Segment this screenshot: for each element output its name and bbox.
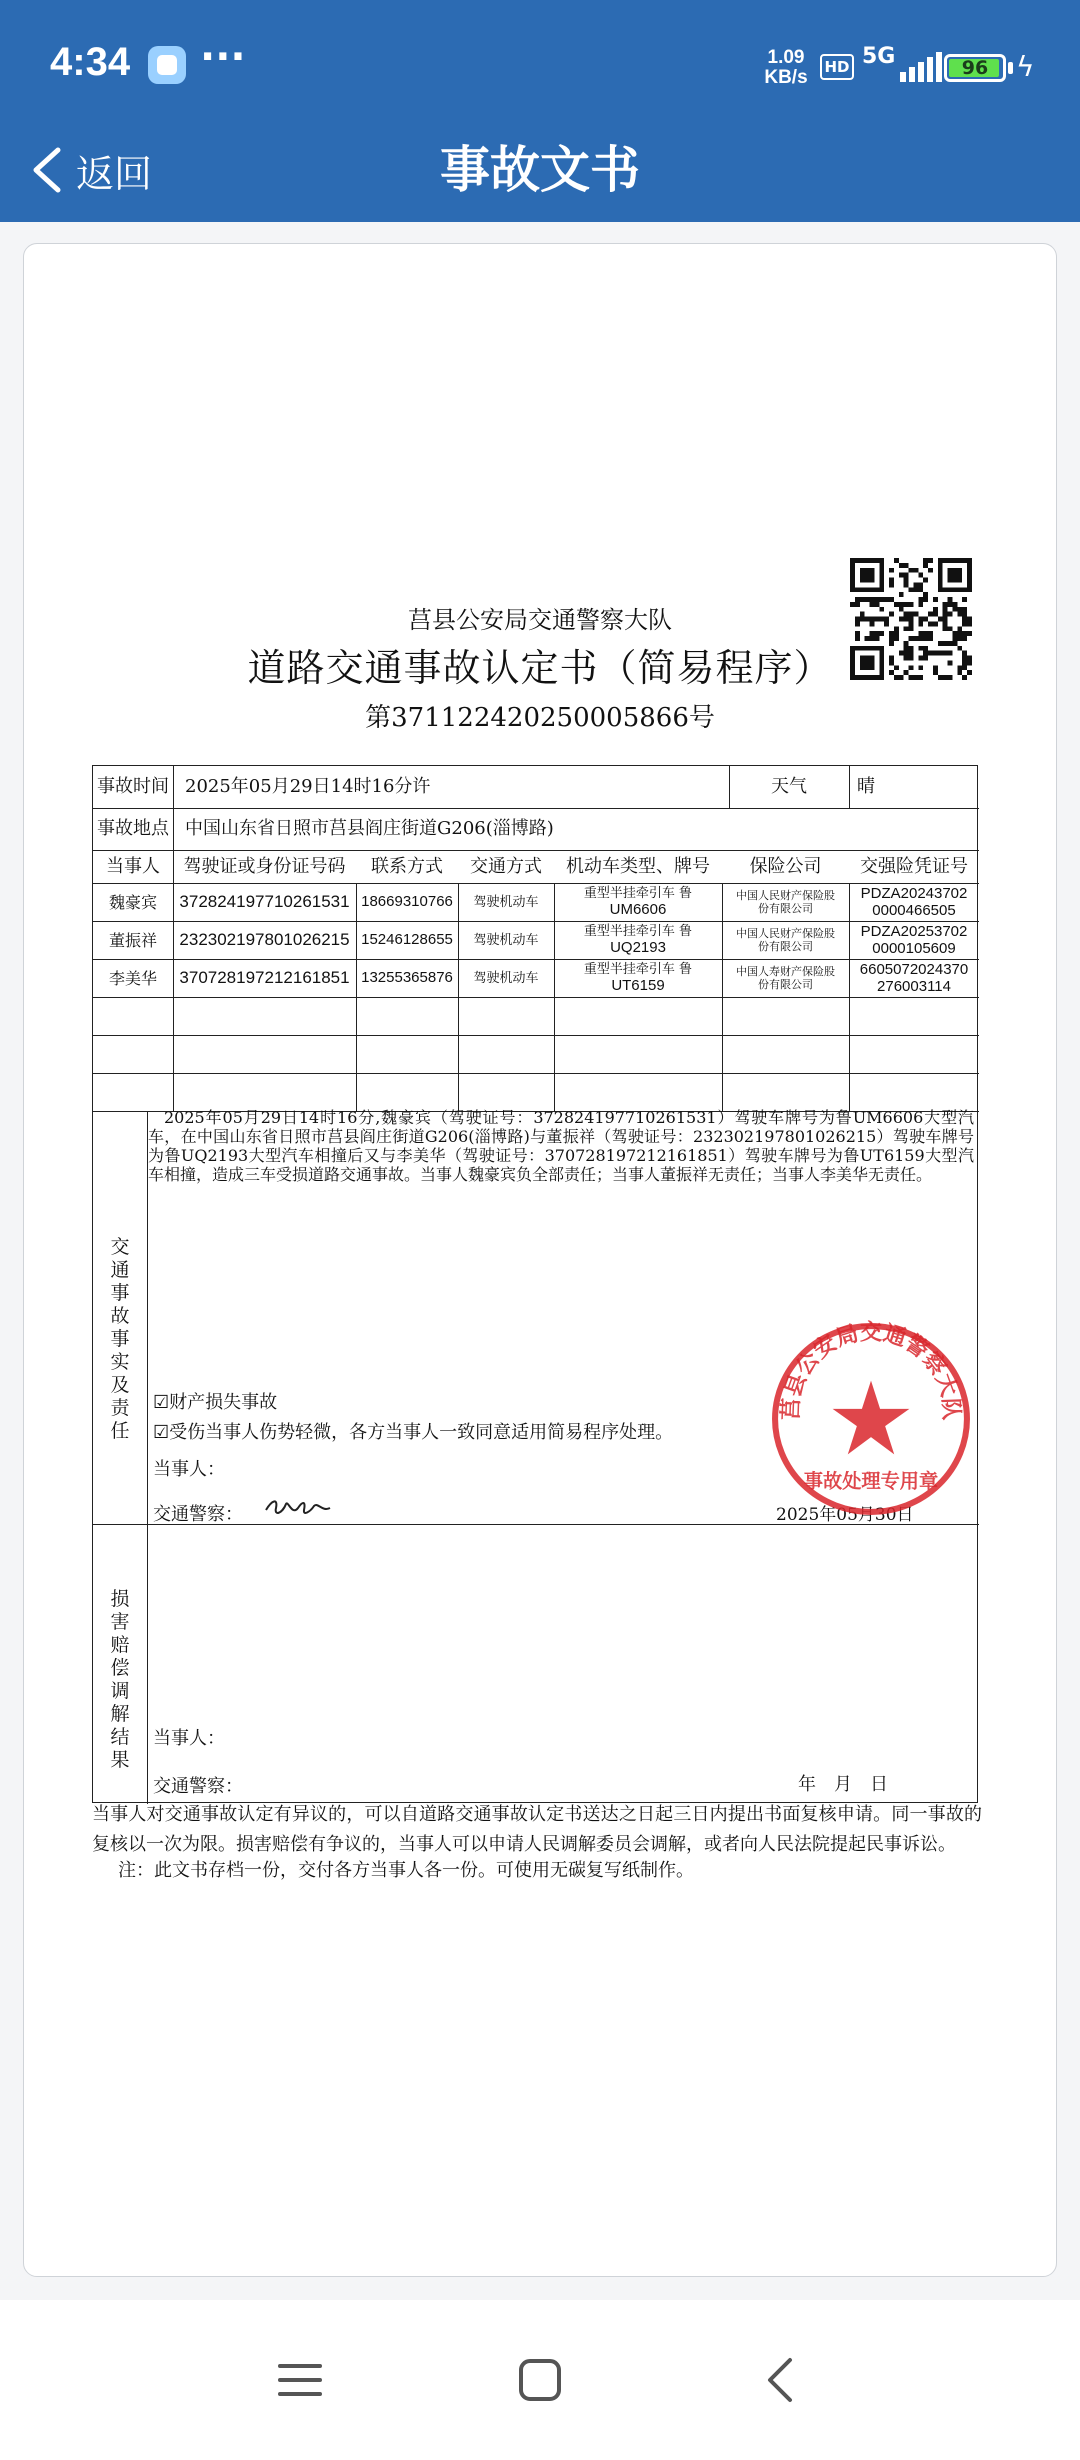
app-header (0, 0, 1080, 222)
chevron-left-icon (760, 2355, 800, 2405)
battery-cap (1008, 62, 1013, 74)
party-policy: 6605072024370 276003114 (859, 961, 969, 995)
party-insurer: 中国人民财产保险股 份有限公司 (736, 889, 835, 915)
header-traffic-mode: 交通方式 (470, 855, 542, 877)
official-seal (770, 1318, 972, 1520)
party-mode: 驾驶机动车 (473, 894, 539, 910)
party-phone: 13255365876 (361, 969, 453, 986)
minor-injury-checkbox: ☑受伤当事人伤势轻微，各方当事人一致同意适用简易程序处理。 (153, 1422, 674, 1443)
more-notifications-icon: ··· (200, 34, 246, 80)
home-square-icon (516, 2356, 564, 2404)
menu-icon (276, 2360, 324, 2400)
party-vehicle: 重型半挂牵引车 鲁 UM6606 (583, 886, 693, 918)
officer-signature (262, 1490, 334, 1524)
hd-icon: HD (820, 54, 854, 80)
back-label: 返回 (76, 151, 153, 196)
party-phone: 18669310766 (361, 893, 453, 910)
appeal-notice: 当事人对交通事故认定有异议的，可以自道路交通事故认定书送达之日起三日内提出书面复核申请。同一事故的复核以一次为限。损害赔偿有争议的，当事人可以申请人民调解委员会调解，或者向人民法院提起民事诉讼。 (92, 1804, 982, 1855)
svg-text:莒县公安局交通警察大队: 莒县公安局交通警察大队 (777, 1319, 965, 1421)
document-title: 道路交通事故认定书（简易程序） (247, 646, 833, 690)
mediation-officer-label: 交通警察： (153, 1776, 243, 1797)
accident-facts: 2025年05月29日14时16分,魏豪宾（驾驶证号：372824197710261531）驾驶车牌号为鲁UM6606大型汽车，在中国山东省日照市莒县阎庄街道G206(淄博路)与董振祥（驾驶证号：232302197801026215）驾驶车牌号为鲁UQ2193大型汽车相撞后又与李美华（驾驶证号：370728197212161851）驾驶车牌号为鲁UT6159大型汽车相撞，造成三车受损道路交通事故。当事人魏豪宾负全部责任；当事人董振祥无责任；当事人李美华无责任。 (148, 1108, 974, 1184)
date-signed: 2025年05月30日 (776, 1505, 914, 1525)
party-vehicle: 重型半挂牵引车 鲁 UQ2193 (583, 924, 693, 956)
header-insurer: 保险公司 (749, 855, 822, 877)
signal-icon (900, 52, 942, 82)
mediation-date: 年 月 日 (798, 1774, 888, 1795)
accident-time: 2025年05月29日14时16分许 (185, 776, 431, 797)
battery-level: 96 (961, 57, 989, 79)
network-type: 5G (862, 44, 896, 69)
header-license: 驾驶证或身份证号码 (183, 855, 346, 877)
party-license: 370728197212161851 (179, 968, 350, 987)
party-license: 372824197710261531 (179, 892, 350, 911)
party-name: 李美华 (108, 968, 157, 988)
accident-form-table (92, 765, 978, 1803)
party-license: 232302197801026215 (179, 930, 350, 949)
party-signature-label: 当事人： (153, 1459, 225, 1480)
network-speed: 1.09 KB/s (764, 47, 808, 88)
home-button[interactable] (500, 2340, 580, 2420)
weather-value: 晴 (857, 776, 875, 797)
system-nav-bar (0, 2300, 1080, 2460)
party-mode: 驾驶机动车 (473, 932, 539, 948)
header-vehicle: 机动车类型、牌号 (566, 855, 710, 877)
document-number: 第371122420250005866号 (365, 703, 715, 733)
party-insurer: 中国人寿财产保险股 份有限公司 (736, 965, 835, 991)
menu-button[interactable] (260, 2340, 340, 2420)
status-time: 4:34 (50, 40, 131, 84)
header-contact: 联系方式 (371, 855, 443, 877)
copy-notice: 注：此文书存档一份，交付各方当事人各一份。可使用无碳复写纸制作。 (118, 1860, 694, 1881)
mediation-party-label: 当事人： (153, 1728, 225, 1749)
party-name: 魏豪宾 (108, 892, 157, 912)
battery-icon (944, 54, 1006, 82)
mediation-section-label: 损害赔偿调解结果 (110, 1588, 130, 1771)
page-title: 事故文书 (440, 141, 640, 199)
party-phone: 15246128655 (361, 931, 453, 948)
svg-text:事故处理专用章: 事故处理专用章 (803, 1469, 939, 1493)
label-time: 事故时间 (97, 776, 169, 797)
party-mode: 驾驶机动车 (473, 970, 539, 986)
party-policy: PDZA20253702 0000105609 (860, 923, 968, 957)
party-policy: PDZA20243702 0000466505 (860, 885, 968, 919)
property-loss-checkbox: ☑财产损失事故 (153, 1392, 278, 1413)
party-insurer: 中国人民财产保险股 份有限公司 (736, 927, 835, 953)
notification-app-icon (148, 46, 186, 84)
document-agency: 莒县公安局交通警察大队 (408, 606, 672, 634)
header-party: 当事人 (106, 855, 160, 877)
facts-section-label: 交通事故事实及责任 (110, 1236, 130, 1442)
party-vehicle: 重型半挂牵引车 鲁 UT6159 (583, 962, 693, 994)
label-location: 事故地点 (97, 818, 169, 839)
accident-location: 中国山东省日照市莒县阎庄街道G206(淄博路) (185, 818, 554, 839)
party-name: 董振祥 (108, 930, 157, 950)
status-bar (0, 0, 1080, 130)
charging-icon: ϟ (1016, 50, 1035, 83)
label-weather: 天气 (771, 776, 807, 797)
officer-signature-label: 交通警察： (153, 1504, 243, 1525)
header-policy: 交强险凭证号 (860, 855, 968, 877)
nav-back-button[interactable] (740, 2340, 820, 2420)
